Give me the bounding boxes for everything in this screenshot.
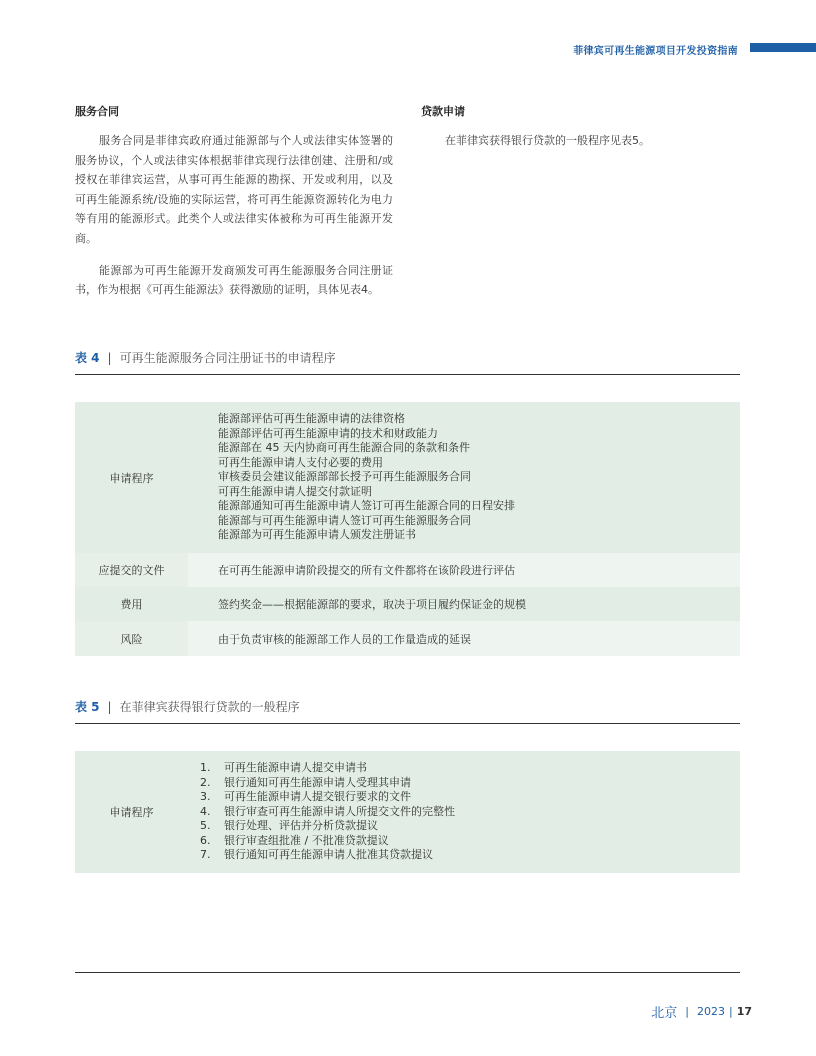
list-text: 银行处理、评估并分析贷款提议: [224, 819, 378, 833]
table-row: [75, 553, 740, 587]
row-label: 应提交的文件: [75, 553, 188, 587]
footer: [651, 1002, 752, 1021]
list-text: 可再生能源申请人提交银行要求的文件: [224, 790, 411, 804]
page-number: 17: [736, 1005, 752, 1018]
list-number: 3.: [200, 790, 211, 804]
paragraph: 能源部为可再生能源开发商颁发可再生能源服务合同注册证书，作为根据《可再生能源法》获得激励的证明，具体见表4。: [75, 263, 393, 297]
list-number: 5.: [200, 819, 211, 833]
list-item: 可再生能源申请人支付必要的费用: [218, 455, 383, 469]
table-row: [75, 587, 740, 621]
footer-city: 北京: [651, 1006, 678, 1021]
caption-separator: |: [107, 700, 112, 714]
list-number: 7.: [200, 848, 211, 862]
header-accent-bar: [750, 43, 816, 52]
row-value: 由于负责审核的能源部工作人员的工作量造成的延误: [188, 621, 740, 656]
table4: [75, 402, 740, 656]
table5-caption: [75, 698, 740, 724]
list-item: 能源部评估可再生能源申请的技术和财政能力: [218, 426, 438, 440]
list-text: 银行通知可再生能源申请人批准其贷款提议: [224, 848, 433, 862]
table5-title: 在菲律宾获得银行贷款的一般程序: [119, 700, 300, 714]
left-column: [75, 104, 393, 312]
list-text: 银行审查可再生能源申请人所提交文件的完整性: [224, 804, 455, 818]
list-text: 可再生能源申请人提交申请书: [224, 760, 367, 774]
list-item: [200, 848, 740, 863]
right-column: [421, 104, 741, 163]
list-item: 能源部为可再生能源申请人颁发注册证书: [218, 528, 416, 542]
table-row: [75, 402, 740, 553]
list-item: [200, 761, 740, 776]
header-title: 菲律宾可再生能源项目开发投资指南: [573, 46, 738, 57]
footer-separator: |: [728, 1005, 733, 1018]
table5: [75, 751, 740, 873]
list-item: 能源部通知可再生能源申请人签订可再生能源合同的日程安排: [218, 499, 515, 513]
list-item: [200, 834, 740, 849]
list-number: 2.: [200, 775, 211, 789]
row-value-list: [188, 751, 740, 873]
caption-separator: |: [107, 351, 112, 365]
list-item: [200, 819, 740, 834]
table-row: [75, 751, 740, 873]
table4-number: 表 4: [75, 351, 100, 365]
table-row: [75, 621, 740, 656]
table5-number: 表 5: [75, 700, 100, 714]
list-number: 1.: [200, 760, 211, 774]
list-item: 能源部与可再生能源申请人签订可再生能源服务合同: [218, 513, 471, 527]
list-item: 能源部评估可再生能源申请的法律资格: [218, 412, 405, 426]
section-heading-loan-application: 贷款申请: [421, 105, 465, 118]
footer-separator: |: [685, 1005, 689, 1018]
paragraph: 服务合同是菲律宾政府通过能源部与个人或法律实体签署的服务协议，个人或法律实体根据菲律宾现行法律创建、注册和/或授权在菲律宾运营，从事可再生能源的勘探、开发或利用，以及可再生能源系统/设施的实际运营，将可再生能源资源转化为电力等有用的能源形式。此类个人或法律实体被称为可再生能源开发商。: [75, 134, 393, 245]
list-item: [200, 805, 740, 820]
list-text: 银行审查组批准 / 不批准贷款提议: [224, 833, 389, 847]
row-label: 申请程序: [75, 402, 188, 553]
table4-title: 可再生能源服务合同注册证书的申请程序: [119, 351, 336, 365]
list-number: 6.: [200, 833, 211, 847]
row-label: 费用: [75, 587, 188, 621]
table4-caption: [75, 349, 740, 375]
footer-year: 2023: [696, 1005, 725, 1018]
list-item: 能源部在 45 天内协商可再生能源合同的条款和条件: [218, 441, 470, 455]
list-number: 4.: [200, 804, 211, 818]
list-item: [200, 790, 740, 805]
list-item: [200, 776, 740, 791]
row-value: 在可再生能源申请阶段提交的所有文件都将在该阶段进行评估: [188, 553, 740, 587]
paragraph: 在菲律宾获得银行贷款的一般程序见表5。: [445, 134, 650, 147]
row-value: 签约奖金——根据能源部的要求，取决于项目履约保证金的规模: [188, 587, 740, 621]
list-item: 审核委员会建议能源部部长授予可再生能源服务合同: [218, 470, 471, 484]
row-label: 申请程序: [75, 751, 188, 873]
footer-divider: [75, 972, 740, 973]
row-label: 风险: [75, 621, 188, 656]
row-value-list: [188, 402, 740, 553]
list-text: 银行通知可再生能源申请人受理其申请: [224, 775, 411, 789]
list-item: 可再生能源申请人提交付款证明: [218, 484, 372, 498]
section-heading-service-contract: 服务合同: [75, 105, 119, 118]
